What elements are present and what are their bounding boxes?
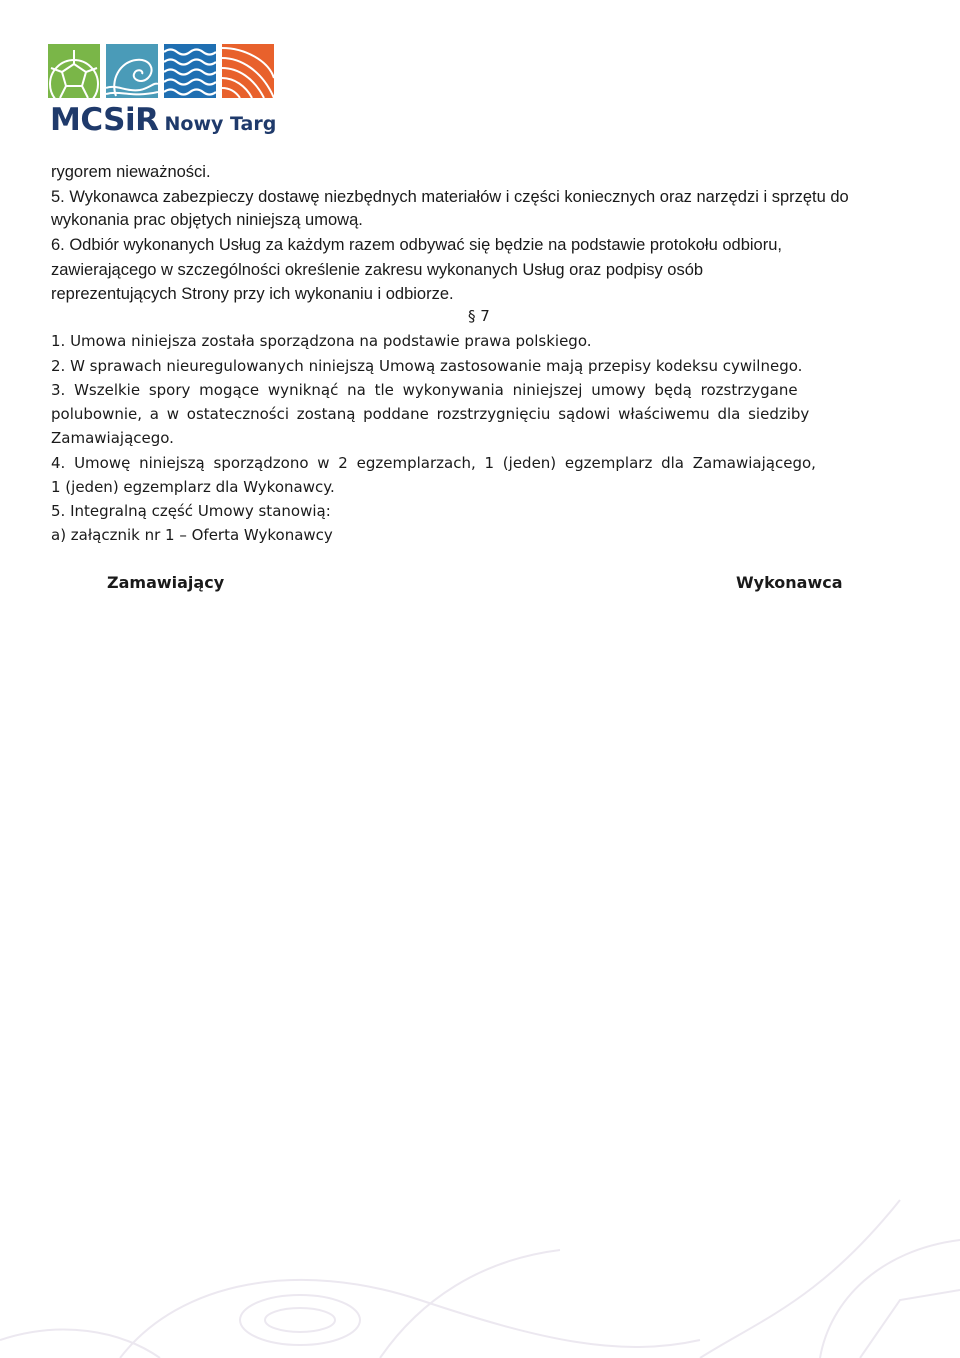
paragraph-2: 2. W sprawach nieuregulowanych niniejszą Umową zastosowanie mają przepisy kodeksu cywilnego. xyxy=(51,357,803,375)
text-line: wykonania prac objętych niniejszą umową. xyxy=(51,211,363,229)
paragraph-4-line-2: 1 (jeden) egzemplarz dla Wykonawcy. xyxy=(51,478,335,496)
attachment-item: a) załącznik nr 1 – Oferta Wykonawcy xyxy=(51,526,333,544)
football-icon xyxy=(48,44,100,98)
paragraph-3-line-3: Zamawiającego. xyxy=(51,429,174,447)
logo-text xyxy=(50,102,276,138)
paragraph-1: 1. Umowa niniejsza została sporządzona na podstawie prawa polskiego. xyxy=(51,332,592,350)
paragraph-3-line-2: polubownie, a w ostateczności zostaną poddane rozstrzygnięciu sądowi właściwemu dla siedziby xyxy=(51,405,810,423)
running-track-icon xyxy=(222,44,274,98)
mcsir-logo xyxy=(48,44,280,138)
spiral-icon xyxy=(106,44,158,98)
signature-label-right: Wykonawca xyxy=(736,573,843,592)
logo-name: MCSiR xyxy=(50,102,159,138)
paragraph-4-line-1: 4. Umowę niniejszą sporządzono w 2 egzemplarzach, 1 (jeden) egzemplarz dla Zamawiającego, xyxy=(51,454,816,472)
text-line: 6. Odbiór wykonanych Usług za każdym razem odbywać się będzie na podstawie protokołu odbioru, xyxy=(51,236,782,254)
section-heading: § 7 xyxy=(468,307,490,325)
paragraph-3-text-1: 3. Wszelkie spory mogące wyniknąć na tle wykonywania niniejszej umowy będą rozstrzygane xyxy=(51,381,798,399)
text-line: reprezentujących Strony przy ich wykonaniu i odbiorze. xyxy=(51,285,454,303)
logo-city: Nowy Targ xyxy=(164,113,277,135)
text-line: 5. Wykonawca zabezpieczy dostawę niezbędnych materiałów i części koniecznych oraz narzędzi i sprzętu do xyxy=(51,188,849,206)
text-line: rygorem nieważności. xyxy=(51,163,211,181)
paragraph-3-line-1 xyxy=(51,380,909,400)
waves-icon xyxy=(164,44,216,98)
text-line: zawierającego w szczególności określenie zakresu wykonanych Usług oraz podpisy osób xyxy=(51,261,704,279)
paragraph-5: 5. Integralną część Umowy stanowią: xyxy=(51,502,331,520)
signature-label-left: Zamawiający xyxy=(107,573,225,592)
